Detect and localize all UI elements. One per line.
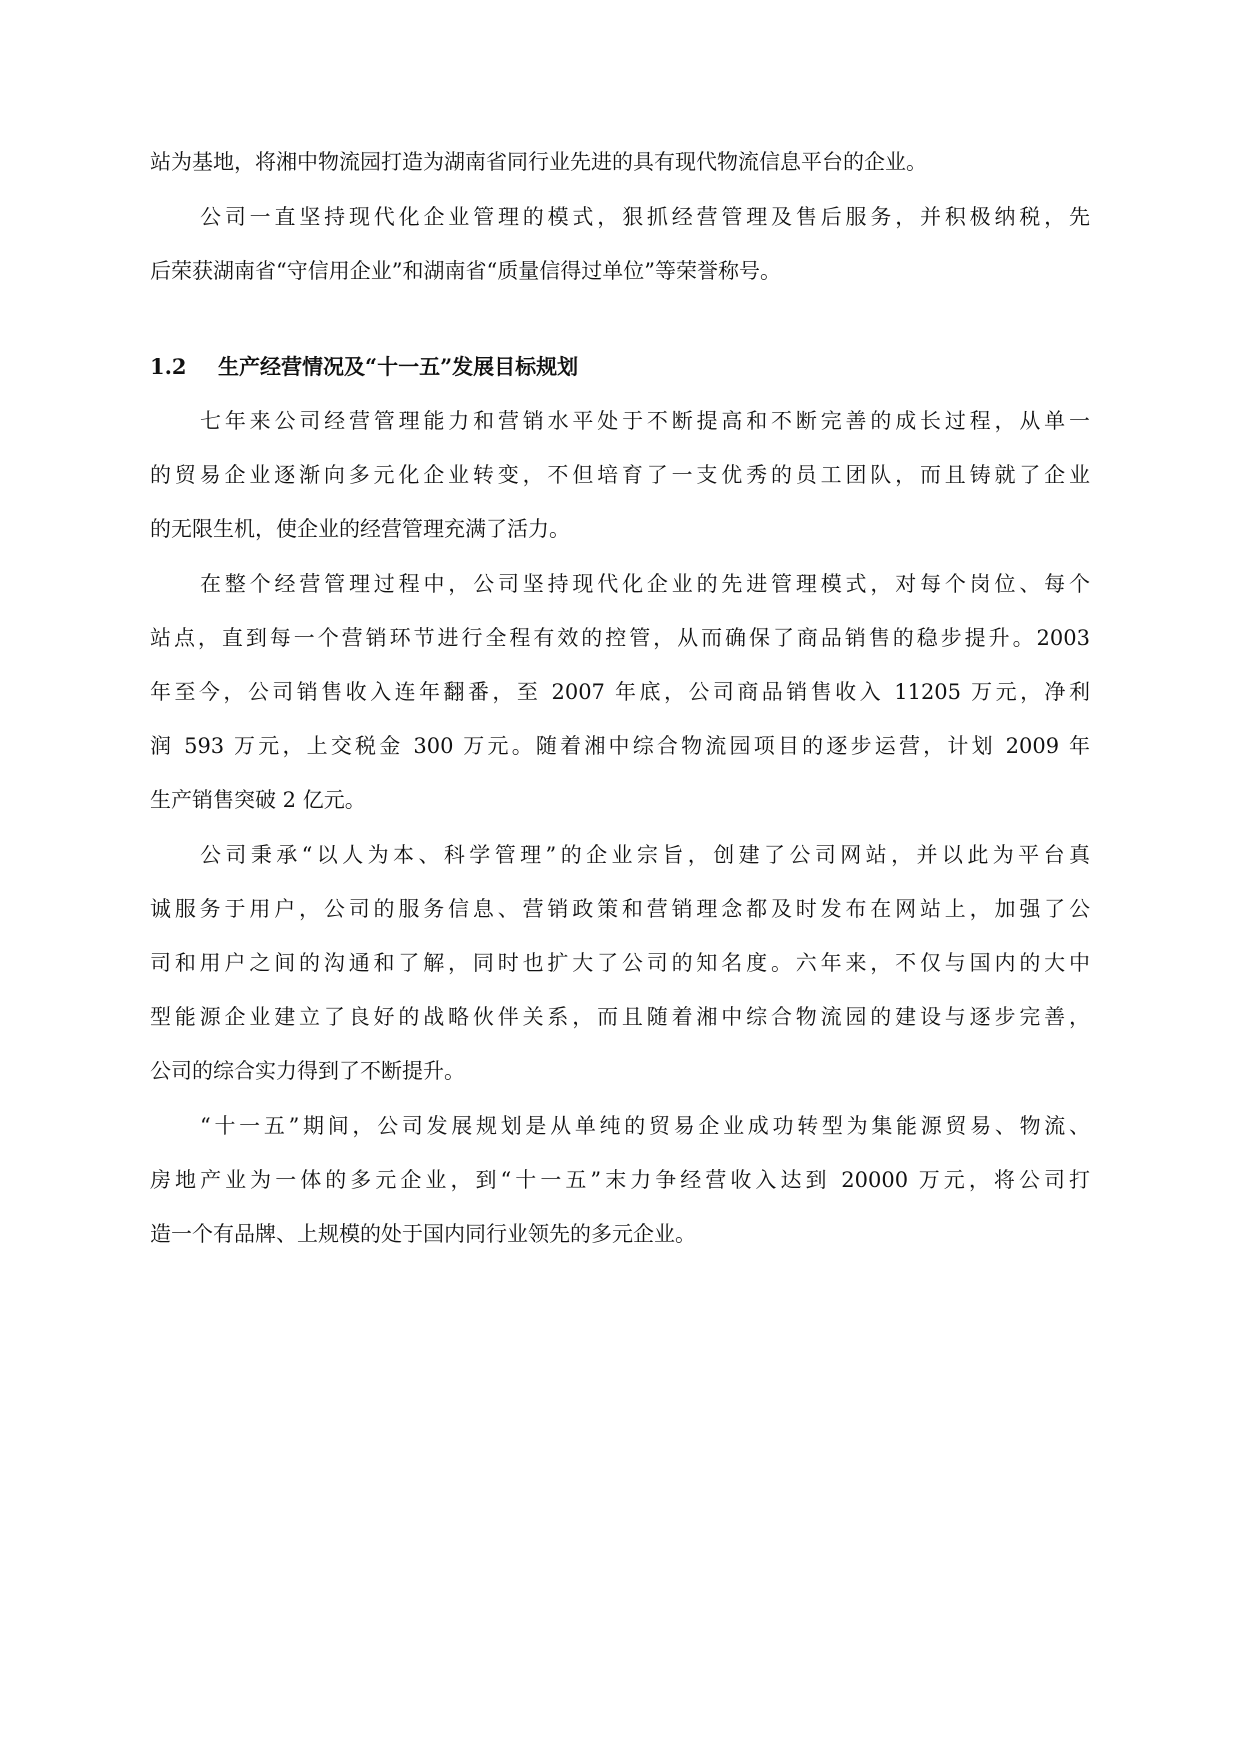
paragraph-line: 造一个有品牌、上规模的处于国内同行业领先的多元企业。 (150, 1222, 696, 1246)
paragraph-line: 生产销售突破 2 亿元。 (150, 788, 366, 812)
paragraph-line: 公司一直坚持现代化企业管理的模式，狠抓经营管理及售后服务，并积极纳税，先 (200, 205, 1090, 229)
paragraph-line: 诚服务于用户，公司的服务信息、营销政策和营销理念都及时发布在网站上，加强了公 (150, 897, 1090, 921)
paragraph-line: 的无限生机，使企业的经营管理充满了活力。 (150, 517, 570, 541)
paragraph-line: 公司的综合实力得到了不断提升。 (150, 1059, 465, 1083)
paragraph-line: 房地产业为一体的多元企业，到“十一五”末力争经营收入达到 20000 万元，将公司打 (150, 1168, 1090, 1192)
paragraph-line: 七年来公司经营管理能力和营销水平处于不断提高和不断完善的成长过程，从单一 (200, 409, 1090, 433)
paragraph-line: “十一五”期间，公司发展规划是从单纯的贸易企业成功转型为集能源贸易、物流、 (200, 1114, 1090, 1138)
paragraph-line: 司和用户之间的沟通和了解，同时也扩大了公司的知名度。六年来，不仅与国内的大中 (150, 951, 1090, 975)
paragraph-line: 在整个经营管理过程中，公司坚持现代化企业的先进管理模式，对每个岗位、每个 (200, 572, 1090, 596)
paragraph-line: 后荣获湖南省“守信用企业”和湖南省“质量信得过单位”等荣誉称号。 (150, 259, 781, 283)
section-title: 生产经营情况及“十一五”发展目标规划 (218, 354, 579, 379)
paragraph-line: 润 593 万元，上交税金 300 万元。随着湘中综合物流园项目的逐步运营，计划 2009 年 (150, 734, 1090, 758)
section-number: 1.2 (150, 354, 187, 379)
paragraph-line: 型能源企业建立了良好的战略伙伴关系，而且随着湘中综合物流园的建设与逐步完善， (150, 1005, 1090, 1029)
paragraph-line: 公司秉承“以人为本、科学管理”的企业宗旨，创建了公司网站，并以此为平台真 (200, 843, 1090, 867)
paragraph-line: 的贸易企业逐渐向多元化企业转变，不但培育了一支优秀的员工团队，而且铸就了企业 (150, 463, 1090, 487)
section-heading (150, 340, 578, 394)
paragraph-line: 站点，直到每一个营销环节进行全程有效的控管，从而确保了商品销售的稳步提升。2003 (150, 626, 1090, 650)
paragraph-line: 站为基地，将湘中物流园打造为湖南省同行业先进的具有现代物流信息平台的企业。 (150, 150, 927, 174)
paragraph-line: 年至今，公司销售收入连年翻番，至 2007 年底，公司商品销售收入 11205 万元，净利 (150, 680, 1090, 704)
